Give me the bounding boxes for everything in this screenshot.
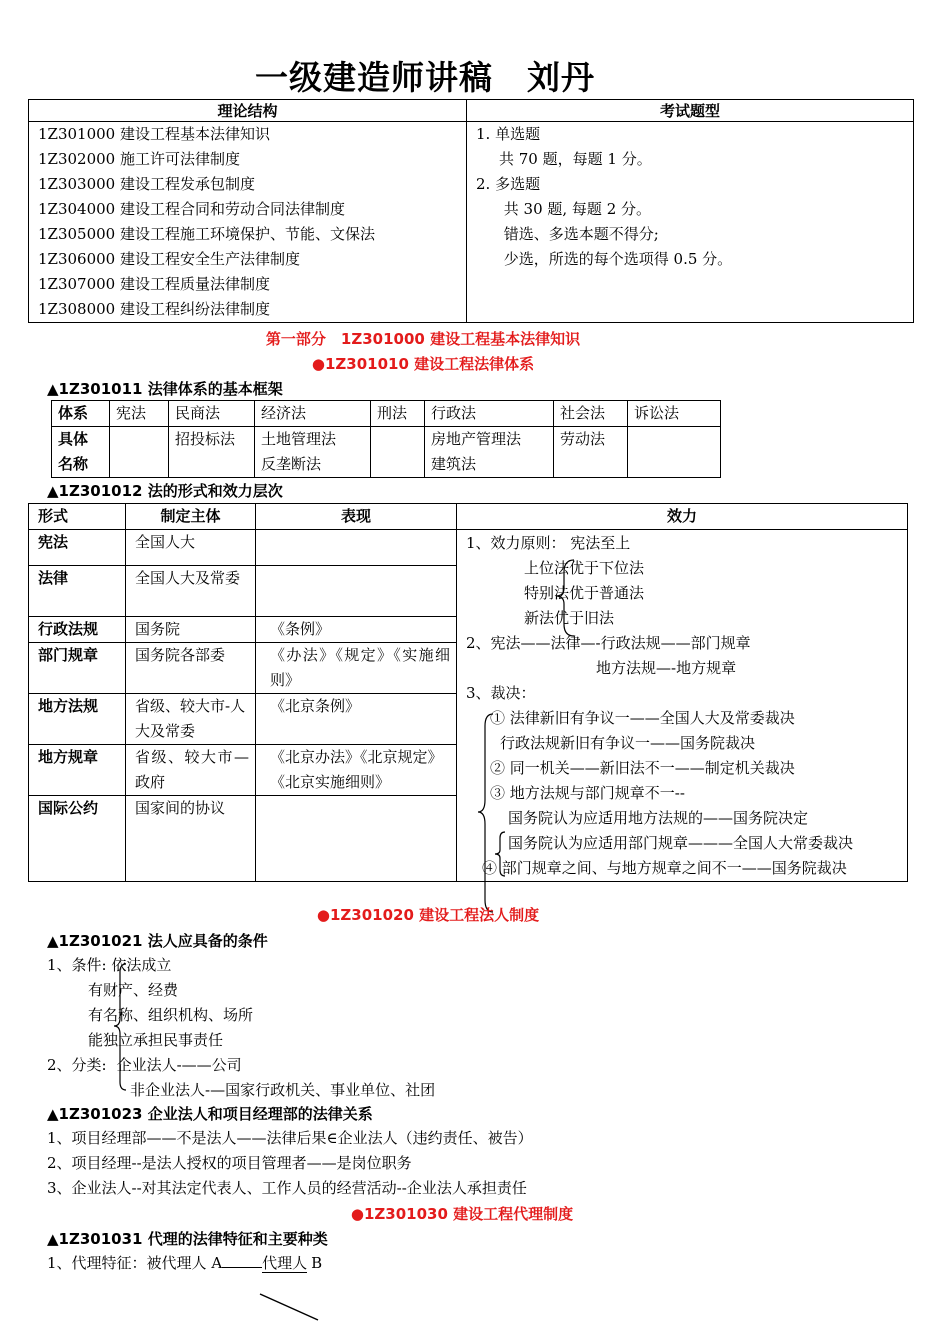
framework-cell: 招投标法 [169,427,255,478]
relation-line: 1、项目经理部——不是法人——法律后果∈企业法人（违约责任、被告） [47,1129,533,1147]
condition-line: 有财产、经费 [88,981,179,999]
effect-line: 2、宪法——法律—-行政法规——部门规章 [466,634,751,652]
forms-header: 制定主体 [126,504,256,530]
theory-item: 1Z307000 建设工程质量法律制度 [38,275,270,293]
condition-line: 能独立承担民事责任 [88,1031,224,1049]
effect-line: 特别法优于普通法 [524,584,645,602]
framework-cell: 宪法 [110,401,169,427]
overview-header-theory: 理论结构 [29,100,467,122]
theory-item: 1Z306000 建设工程安全生产法律制度 [38,250,300,268]
section-heading-1z301020: ●1Z301020 建设工程法人制度 [316,906,540,924]
form-name: 法律 [29,566,126,617]
effect-line: 1、效力原则： 宪法至上 [466,534,631,552]
agency-line [47,1251,322,1276]
form-name: 地方法规 [29,694,126,745]
form-name: 宪法 [29,530,126,566]
brace-icon [552,558,582,638]
forms-header: 效力 [457,504,908,530]
section-heading-1z301010: ●1Z301010 建设工程法律体系 [311,355,535,373]
framework-label-line: 具体 [58,430,89,448]
theory-item: 1Z308000 建设工程纠纷法律制度 [38,300,270,318]
form-name: 行政法规 [29,617,126,643]
forms-header: 形式 [29,504,126,530]
framework-law: 土地管理法 [261,430,337,448]
framework-cell: 社会法 [554,401,628,427]
exam-item: 2. 多选题 [476,175,541,193]
framework-cell [371,427,425,478]
effect-line: 国务院认为应适用部门规章———全国人大常委裁决 [508,834,854,852]
form-expression-group [256,745,457,796]
exam-item: 错选、多选本题不得分; [484,225,659,243]
form-expression: 《北京条例》 [256,694,457,745]
effect-line: 国务院认为应适用地方法规的——国务院决定 [508,809,809,827]
form-name: 国际公约 [29,796,126,882]
condition-line: 有名称、组织机构、场所 [88,1006,254,1024]
theory-cell [29,122,467,323]
classification-item: 企业法人-——公司 [116,1056,242,1074]
framework-cell: 行政法 [425,401,554,427]
framework-law: 房地产管理法 [431,430,522,448]
overview-table [28,99,914,323]
part1-heading: 第一部分 1Z301000 建设工程基本法律知识 [265,330,581,348]
subsection-heading-1z301012: ▲1Z301012 法的形式和效力层次 [47,482,283,500]
exam-item: 共 70 题，每题 1 分。 [484,150,652,168]
subsection-heading-1z301011: ▲1Z301011 法律体系的基本框架 [47,380,283,398]
framework-row-label [52,427,110,478]
agency-agent: 代理人 [262,1254,308,1272]
effect-line: 行政法规新旧有争议一——国务院裁决 [500,734,756,752]
form-maker: 省级、较大市-人大及常委 [126,694,256,745]
exam-item: 1. 单选题 [476,125,541,143]
framework-cell: 民商法 [169,401,255,427]
conditions-block [47,953,435,1103]
framework-cell [425,427,554,478]
framework-law: 建筑法 [431,455,477,473]
brace-icon [112,962,132,1092]
effect-cell [457,530,908,882]
effect-line: 上位法优于下位法 [524,559,645,577]
effect-line: 新法优于旧法 [524,609,615,627]
effect-line: 地方法规—-地方规章 [596,659,737,677]
agency-suffix: B [311,1254,323,1272]
form-expression [256,566,457,617]
relations-block [47,1126,533,1201]
form-name: 地方规章 [29,745,126,796]
framework-label-line: 名称 [58,455,89,473]
effect-line: 3、裁决： [466,684,536,702]
framework-row-label: 体系 [52,401,110,427]
form-maker: 国务院各部委 [126,643,256,694]
brace-icon [491,830,511,878]
brace-icon [475,712,505,914]
effect-line: ① 法律新旧有争议一——全国人大及常委裁决 [490,709,795,727]
underline-blank [222,1253,262,1268]
condition-line: 非企业法人-—国家行政机关、事业单位、社团 [130,1081,436,1099]
agency-prefix: 1、代理特征：被代理人 A [47,1254,223,1272]
law-framework-table [51,400,721,478]
form-maker: 国务院 [126,617,256,643]
framework-cell: 经济法 [255,401,371,427]
framework-cell: 刑法 [371,401,425,427]
exam-item: 共 30 题, 每题 2 分。 [484,200,652,218]
theory-item: 1Z301000 建设工程基本法律知识 [38,125,270,143]
framework-law: 反垄断法 [261,455,322,473]
overview-header-exam: 考试题型 [467,100,914,122]
theory-item: 1Z302000 施工许可法律制度 [38,150,240,168]
relation-line: 3、企业法人--对其法定代表人、工作人员的经营活动--企业法人承担责任 [47,1179,527,1197]
form-expression: 《条例》 [256,617,457,643]
form-maker: 全国人大及常委 [126,566,256,617]
framework-cell [110,427,169,478]
effect-line: ③ 地方法规与部门规章不一-- [490,784,685,802]
form-expression: 《办法》《规定》《实施细则》 [256,643,457,694]
subsection-heading-1z301021: ▲1Z301021 法人应具备的条件 [47,932,268,950]
theory-item: 1Z304000 建设工程合同和劳动合同法律制度 [38,200,345,218]
theory-item: 1Z305000 建设工程施工环境保护、节能、文保法 [38,225,375,243]
classification-label: 2、分类: [47,1056,107,1074]
subsection-heading-1z301023: ▲1Z301023 企业法人和项目经理部的法律关系 [47,1105,373,1123]
form-expression [256,796,457,882]
framework-cell [255,427,371,478]
form-expression: 《北京办法》《北京规定》 [270,748,443,766]
form-maker: 省级、较大市—政府 [126,745,256,796]
theory-item: 1Z303000 建设工程发承包制度 [38,175,255,193]
form-expression: 《北京实施细则》 [270,773,391,791]
framework-cell [628,427,721,478]
law-forms-table [28,503,908,882]
effect-line: ② 同一机关——新旧法不一——制定机关裁决 [490,759,795,777]
exam-cell [467,122,914,323]
condition-line [47,1053,435,1078]
form-maker: 国家间的协议 [126,796,256,882]
section-heading-1z301030: ●1Z301030 建设工程代理制度 [350,1205,574,1223]
exam-item: 少选，所选的每个选项得 0.5 分。 [484,250,733,268]
relation-line: 2、项目经理--是法人授权的项目管理者——是岗位职务 [47,1154,412,1172]
condition-line: 1、条件: 依法成立 [47,956,172,974]
form-maker: 全国人大 [126,530,256,566]
framework-cell: 劳动法 [554,427,628,478]
form-name: 部门规章 [29,643,126,694]
forms-header: 表现 [256,504,457,530]
subsection-heading-1z301031: ▲1Z301031 代理的法律特征和主要种类 [47,1230,328,1248]
page-title: 一级建造师讲稿 刘丹 [255,58,595,97]
form-expression [256,530,457,566]
framework-cell: 诉讼法 [628,401,721,427]
effect-line: ④ 部门规章之间、与地方规章之间不一——国务院裁决 [482,859,847,877]
diagram-line [258,1292,328,1332]
